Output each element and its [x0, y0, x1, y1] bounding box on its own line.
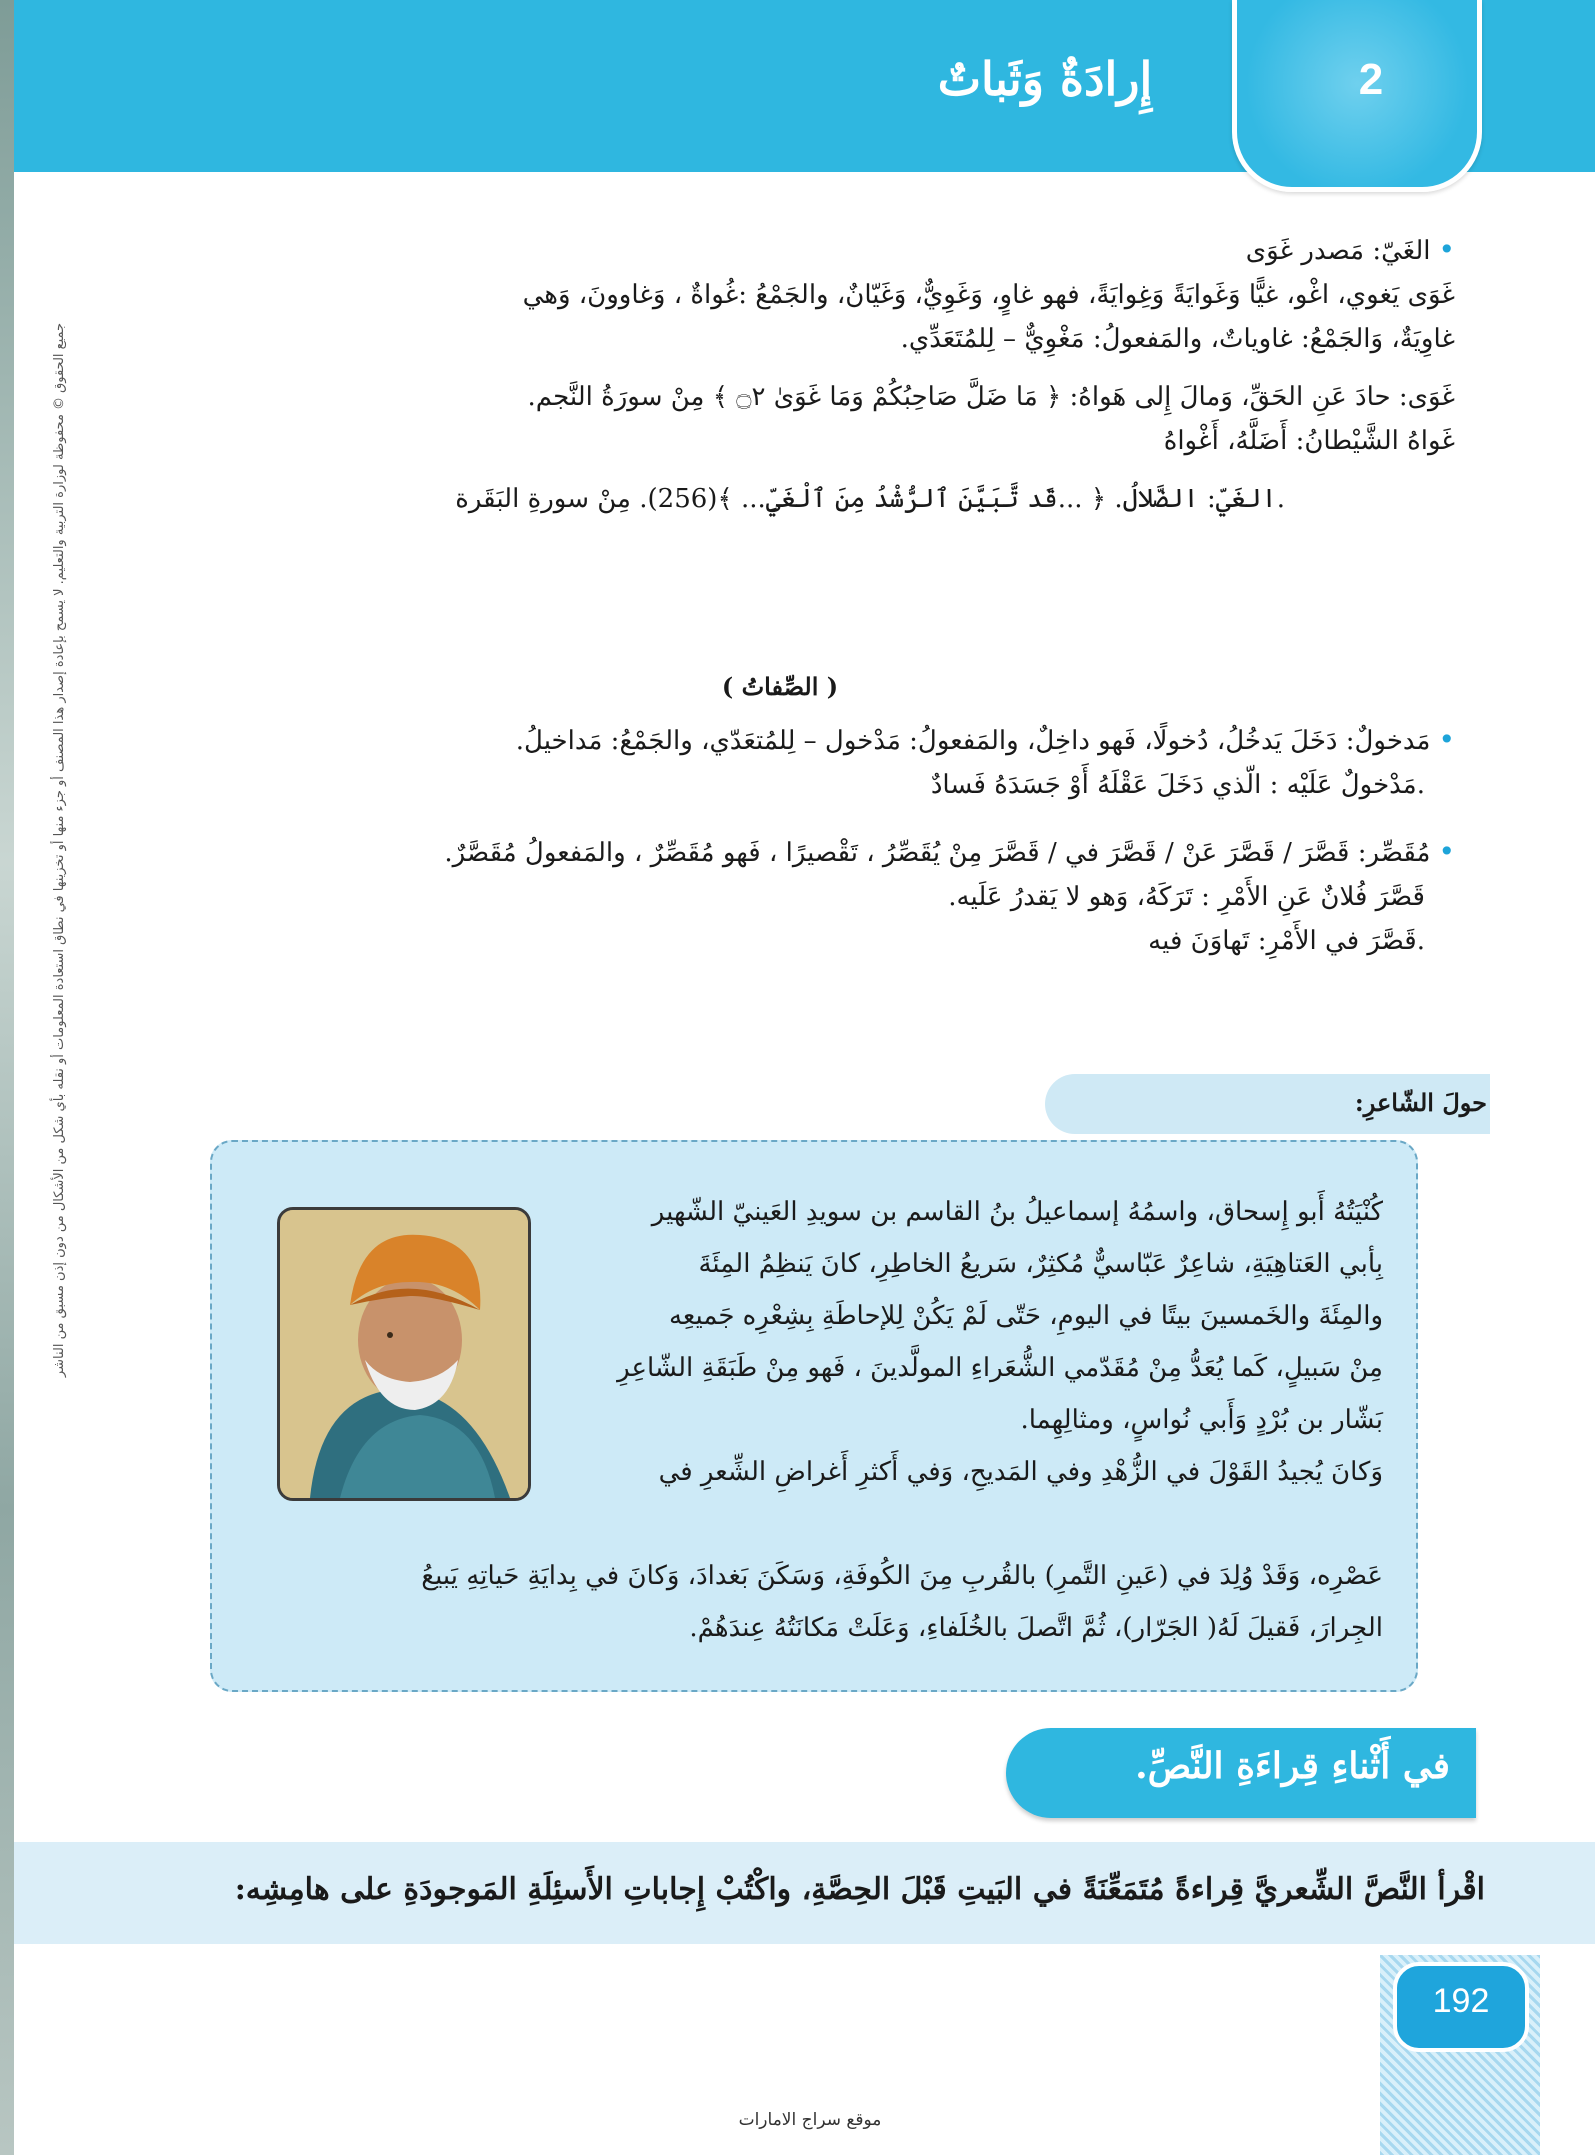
poet-line: كُنْيَتُهُ أَبو إِسحاق، واسمُهُ إسماعيلُ بنُ القاسم بن سويدِ العَينيّ الشّهير: [651, 1197, 1383, 1227]
unit-number: 2: [1358, 55, 1384, 104]
poet-line: بِأبي العَتاهِيَةِ، شاعِرٌ عَبّاسيٌّ مُكثِرٌ، سَريعُ الخاطِرِ، كانَ يَنظِمُ المِئَةَ: [698, 1249, 1383, 1279]
bullet-icon: •: [1438, 835, 1455, 868]
copyright-notice: جميع الحقوق © محفوظة لوزارة التربية والتعليم. لا يسمح بإعادة إصدار هذا المصنف أو جزء منها أو تخزينها في نطاق استعادة المعلومات أو نقله بأي شكل من الأشكال من دون إذن مسبق من الناشر: [52, 322, 67, 1378]
reading-title: في أَثْناءِ قِراءَةِ النَّصِّ.: [1135, 1745, 1450, 1787]
vocab-line: غَواهُ الشَّيْطانُ: أَضَلَّهُ، أَغْواهُ: [1163, 426, 1455, 456]
page-number: 192: [1432, 1982, 1490, 2020]
poet-text-bottom: [233, 1498, 1383, 1654]
footer-site-name: موقع سراج الامارات: [738, 2110, 882, 2130]
bullet-icon: •: [1438, 233, 1455, 266]
vocab-line: غَوَى: حادَ عَنِ الحَقِّ، وَمالَ إِلى هَواهُ: ﴿ مَا ضَلَّ صَاحِبُكُمْ وَمَا غَوَىٰ ۝٢ ﴾ مِنْ سورَةُ النَّجم.: [527, 382, 1455, 412]
poet-line: مِنْ سَبيلٍ، كَما يُعَدُّ مِنْ مُقَدّمي الشُّعَراءِ المولَّدينَ ، فَهو مِنْ طَبَقَةِ الشّاعِرِ: [617, 1353, 1383, 1383]
vocab-line: قَصَّرَ فُلانٌ عَنِ الأَمْرِ : تَرَكَهُ، وَهو لا يَقدرُ عَلَيه.: [948, 882, 1425, 912]
vocab-head: الغَيّ: مَصدر غَوَى: [1245, 236, 1431, 266]
bullet-icon: •: [1438, 723, 1455, 756]
poet-text-top: [543, 1186, 1383, 1498]
poet-section-label: حولَ الشّاعرِ:: [1354, 1088, 1487, 1117]
vocab-ghayy: [195, 228, 1455, 521]
vocab-line: .مَدْخولٌ عَلَيْه : الّذي دَخَلَ عَقْلَهُ أَوْ جَسَدَهُ فَسادٌ: [930, 770, 1425, 800]
vocab-line: .قَصَّرَ في الأَمْرِ: تَهاوَنَ فيه: [1148, 926, 1425, 956]
poet-portrait: [277, 1207, 531, 1501]
vocab-madkhool: [195, 718, 1455, 807]
vocab-line: مَدخولٌ: دَخَلَ يَدخُلُ، دُخولًا، فَهو داخِلٌ، والمَفعولُ: مَدْخول – لِلمُتعَدّي، والجَمْعُ: مَداخيلُ.: [515, 726, 1431, 756]
vocab-line: مُقَصِّر: قَصَّرَ / قَصَّرَ عَنْ / قَصَّرَ في / قَصَّرَ مِنْ يُقَصِّرُ ، تَقْصيرًا ، فَهو مُقَصِّرٌ ، والمَفعولُ مُقَصَّرٌ.: [444, 838, 1431, 868]
vocab-line: غَوَى يَغوي، اغْو، غيًّا وَغَوايَةً وَغِوايَةً، فهو غاوٍ، وَغَوِيٌّ، وَغَيّانٌ، والجَمْعُ :غُواةٌ ، وَغاوونَ، وَهي: [522, 280, 1455, 310]
poet-line: الجِرارَ، فَقيلَ لَهُ( الجَرّار)، ثُمَّ اتَّصلَ بالخُلَفاءِ، وَعَلَتْ مَكانَتُهُ عِندَهُمْ.: [689, 1613, 1383, 1643]
vocab-line: غاوِيَةٌ، وَالجَمْعُ: غاوياتٌ، والمَفعولُ: مَغْوِيٌّ – لِلمُتَعَدِّي.: [900, 324, 1455, 354]
unit-title: إِرادَةٌ وَثَباتٌ: [937, 52, 1153, 106]
poet-line: بَشّار بن بُرْدٍ وَأَبي نُواسٍ، ومثالِهِما.: [1020, 1405, 1383, 1435]
vocab-muqassir: [195, 830, 1455, 963]
poet-line: عَصْرِه، وَقَدْ وُلِدَ في (عَينِ التَّمرِ) بالقُربِ مِنَ الكُوفَةِ، وَسَكَنَ بَغدادَ، وَكانَ في بِدايَةِ حَياتِهِ يَبيعُ: [421, 1561, 1383, 1591]
poet-line: وَكانَ يُجيدُ القَوْلَ في الزُّهْدِ وفي المَديحِ، وَفي أَكثرِ أَغراضِ الشِّعرِ في: [658, 1457, 1383, 1487]
page-edge-strip: [0, 0, 14, 2155]
reading-instruction: اقْرأ النَّصَّ الشِّعريَّ قِراءةً مُتَمَعِّنَةً في البَيتِ قَبْلَ الحِصَّةِ، واكْتُبْ إِجاباتِ الأَسئِلَةِ المَوجودَةِ على هامِشِه:: [234, 1872, 1485, 1907]
vocab-line: .الغَيّ: الضَّلالُ. ﴿ ...قَد تَّبَيَّنَ ٱلرُّشْدُ مِنَ ٱلْغَيِّ... ﴾(256). مِنْ سورةِ البَقَرة: [455, 484, 1285, 514]
poet-line: والمِئَةَ والخَمسينَ بيتًا في اليومِ، حَتّى لَمْ يَكُنْ لِلإحاطَةِ بِشِعْرِه جَميعِه: [668, 1301, 1383, 1331]
section-heading-sifat: ( الصِّفاتُ ): [721, 672, 839, 701]
